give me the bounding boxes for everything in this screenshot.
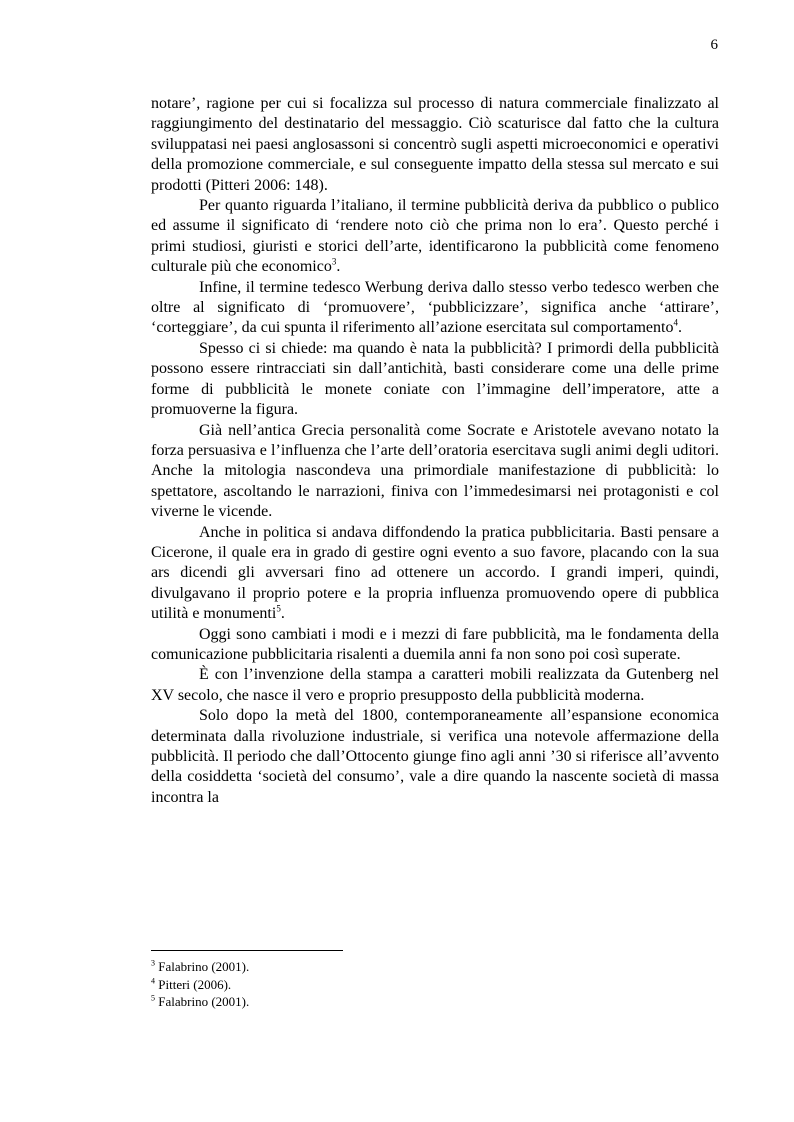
paragraph-text: Oggi sono cambiati i modi e i mezzi di fare pubblicità, ma le fondamenta della comunicazione pubblicitaria risalenti a duemila anni fa non sono poi così superate. [151, 625, 719, 663]
footnote-text: Pitteri (2006). [155, 976, 232, 992]
paragraph-text: notare’, ragione per cui si focalizza sul processo di natura commerciale finalizzato al raggiungimento del destinatario del messaggio. Ciò scaturisce dal fatto che la cultura sviluppatasi nei paesi anglosassoni si concentrò sugli aspetti microeconomici e operativi della promozione commerciale, e sul conseguente impatto della stessa sul mercato e sui prodotti (Pitteri 2006: 148). [151, 95, 719, 194]
paragraph-text: Per quanto riguarda l’italiano, il termine pubblicità deriva da pubblico o publico ed assume il significato di ‘rendere noto ciò che prima non lo era’. Questo perché i primi studiosi, giuristi e storici dell’arte, identificarono la pubblicità come fenomeno culturale più che economico [151, 197, 719, 276]
paragraph-text: Già nell’antica Grecia personalità come Socrate e Aristotele avevano notato la forza persuasiva e l’influenza che l’arte dell’oratoria esercitava sugli animi degli uditori. Anche la mitologia nascondeva una primordiale manifestazione di pubblicità: lo spettatore, ascoltando le narrazioni, finiva con l’immedesimarsi nei protagonisti e col viverne le vicende. [151, 421, 719, 521]
paragraph-text: Spesso ci si chiede: ma quando è nata la pubblicità? I primordi della pubblicità possono essere rintracciati sin dall’antichità, basti considerare come una delle prime forme di pubblicità le monete coniate con l’immagine dell’imperatore, atte a promuoverne la figura. [151, 339, 719, 419]
footnote [151, 993, 719, 1011]
paragraph [151, 94, 719, 196]
paragraph-text: Solo dopo la metà del 1800, contemporaneamente all’espansione economica determinata dalla rivoluzione industriale, si verifica una notevole affermazione della pubblicità. Il periodo che dall’Ottocento giunge fino agli anni ’30 si riferisce all’avvento della cosiddetta ‘società del consumo’, vale a dire quando la nascente società di massa incontra la [151, 707, 719, 806]
paragraph [151, 523, 719, 625]
footnotes [151, 958, 719, 1011]
paragraph [151, 278, 719, 339]
paragraph [151, 625, 719, 666]
page-number: 6 [710, 37, 718, 53]
paragraph [151, 665, 719, 706]
footnote [151, 958, 719, 976]
paragraph [151, 706, 719, 808]
paragraph-text: . [280, 605, 285, 623]
footnote-divider [151, 950, 343, 951]
footnote-reference[interactable]: 5 [276, 603, 281, 614]
footnote-number: 3 [151, 958, 155, 968]
footnote [151, 976, 719, 994]
footnote-reference[interactable]: 4 [673, 318, 678, 329]
footnote-text: Falabrino (2001). [155, 959, 250, 974]
footnote-number: 4 [151, 976, 155, 986]
paragraph-text: . [336, 258, 341, 276]
paragraph [151, 421, 719, 523]
paragraph-text: . [677, 319, 682, 337]
footnote-number: 5 [151, 993, 155, 1003]
paragraph-text: Infine, il termine tedesco Werbung deriva dallo stesso verbo tedesco werben che oltre al significato di ‘promuovere’, ‘pubblicizzare’, significa anche ‘attirare’, ‘corteggiare’, da cui spunta il riferimento all’azione esercitata sul comportamento [151, 278, 719, 337]
body-text [151, 94, 719, 808]
footnote-text: Falabrino (2001). [155, 994, 250, 1009]
paragraph [151, 196, 719, 278]
paragraph [151, 339, 719, 421]
footnote-reference[interactable]: 3 [331, 256, 337, 267]
paragraph-text: È con l’invenzione della stampa a caratteri mobili realizzata da Gutenberg nel XV secolo, che nasce il vero e proprio presupposto della pubblicità moderna. [151, 666, 719, 704]
paragraph-text: Anche in politica si andava diffondendo la pratica pubblicitaria. Basti pensare a Cicerone, il quale era in grado di gestire ogni evento a suo favore, placando con la sua ars dicendi gli avversari fino ad ottenere un accordo. I grandi imperi, quindi, divulgavano il proprio potere e la propria influenza promuovendo opere di pubblica utilità e monumenti [151, 523, 719, 623]
